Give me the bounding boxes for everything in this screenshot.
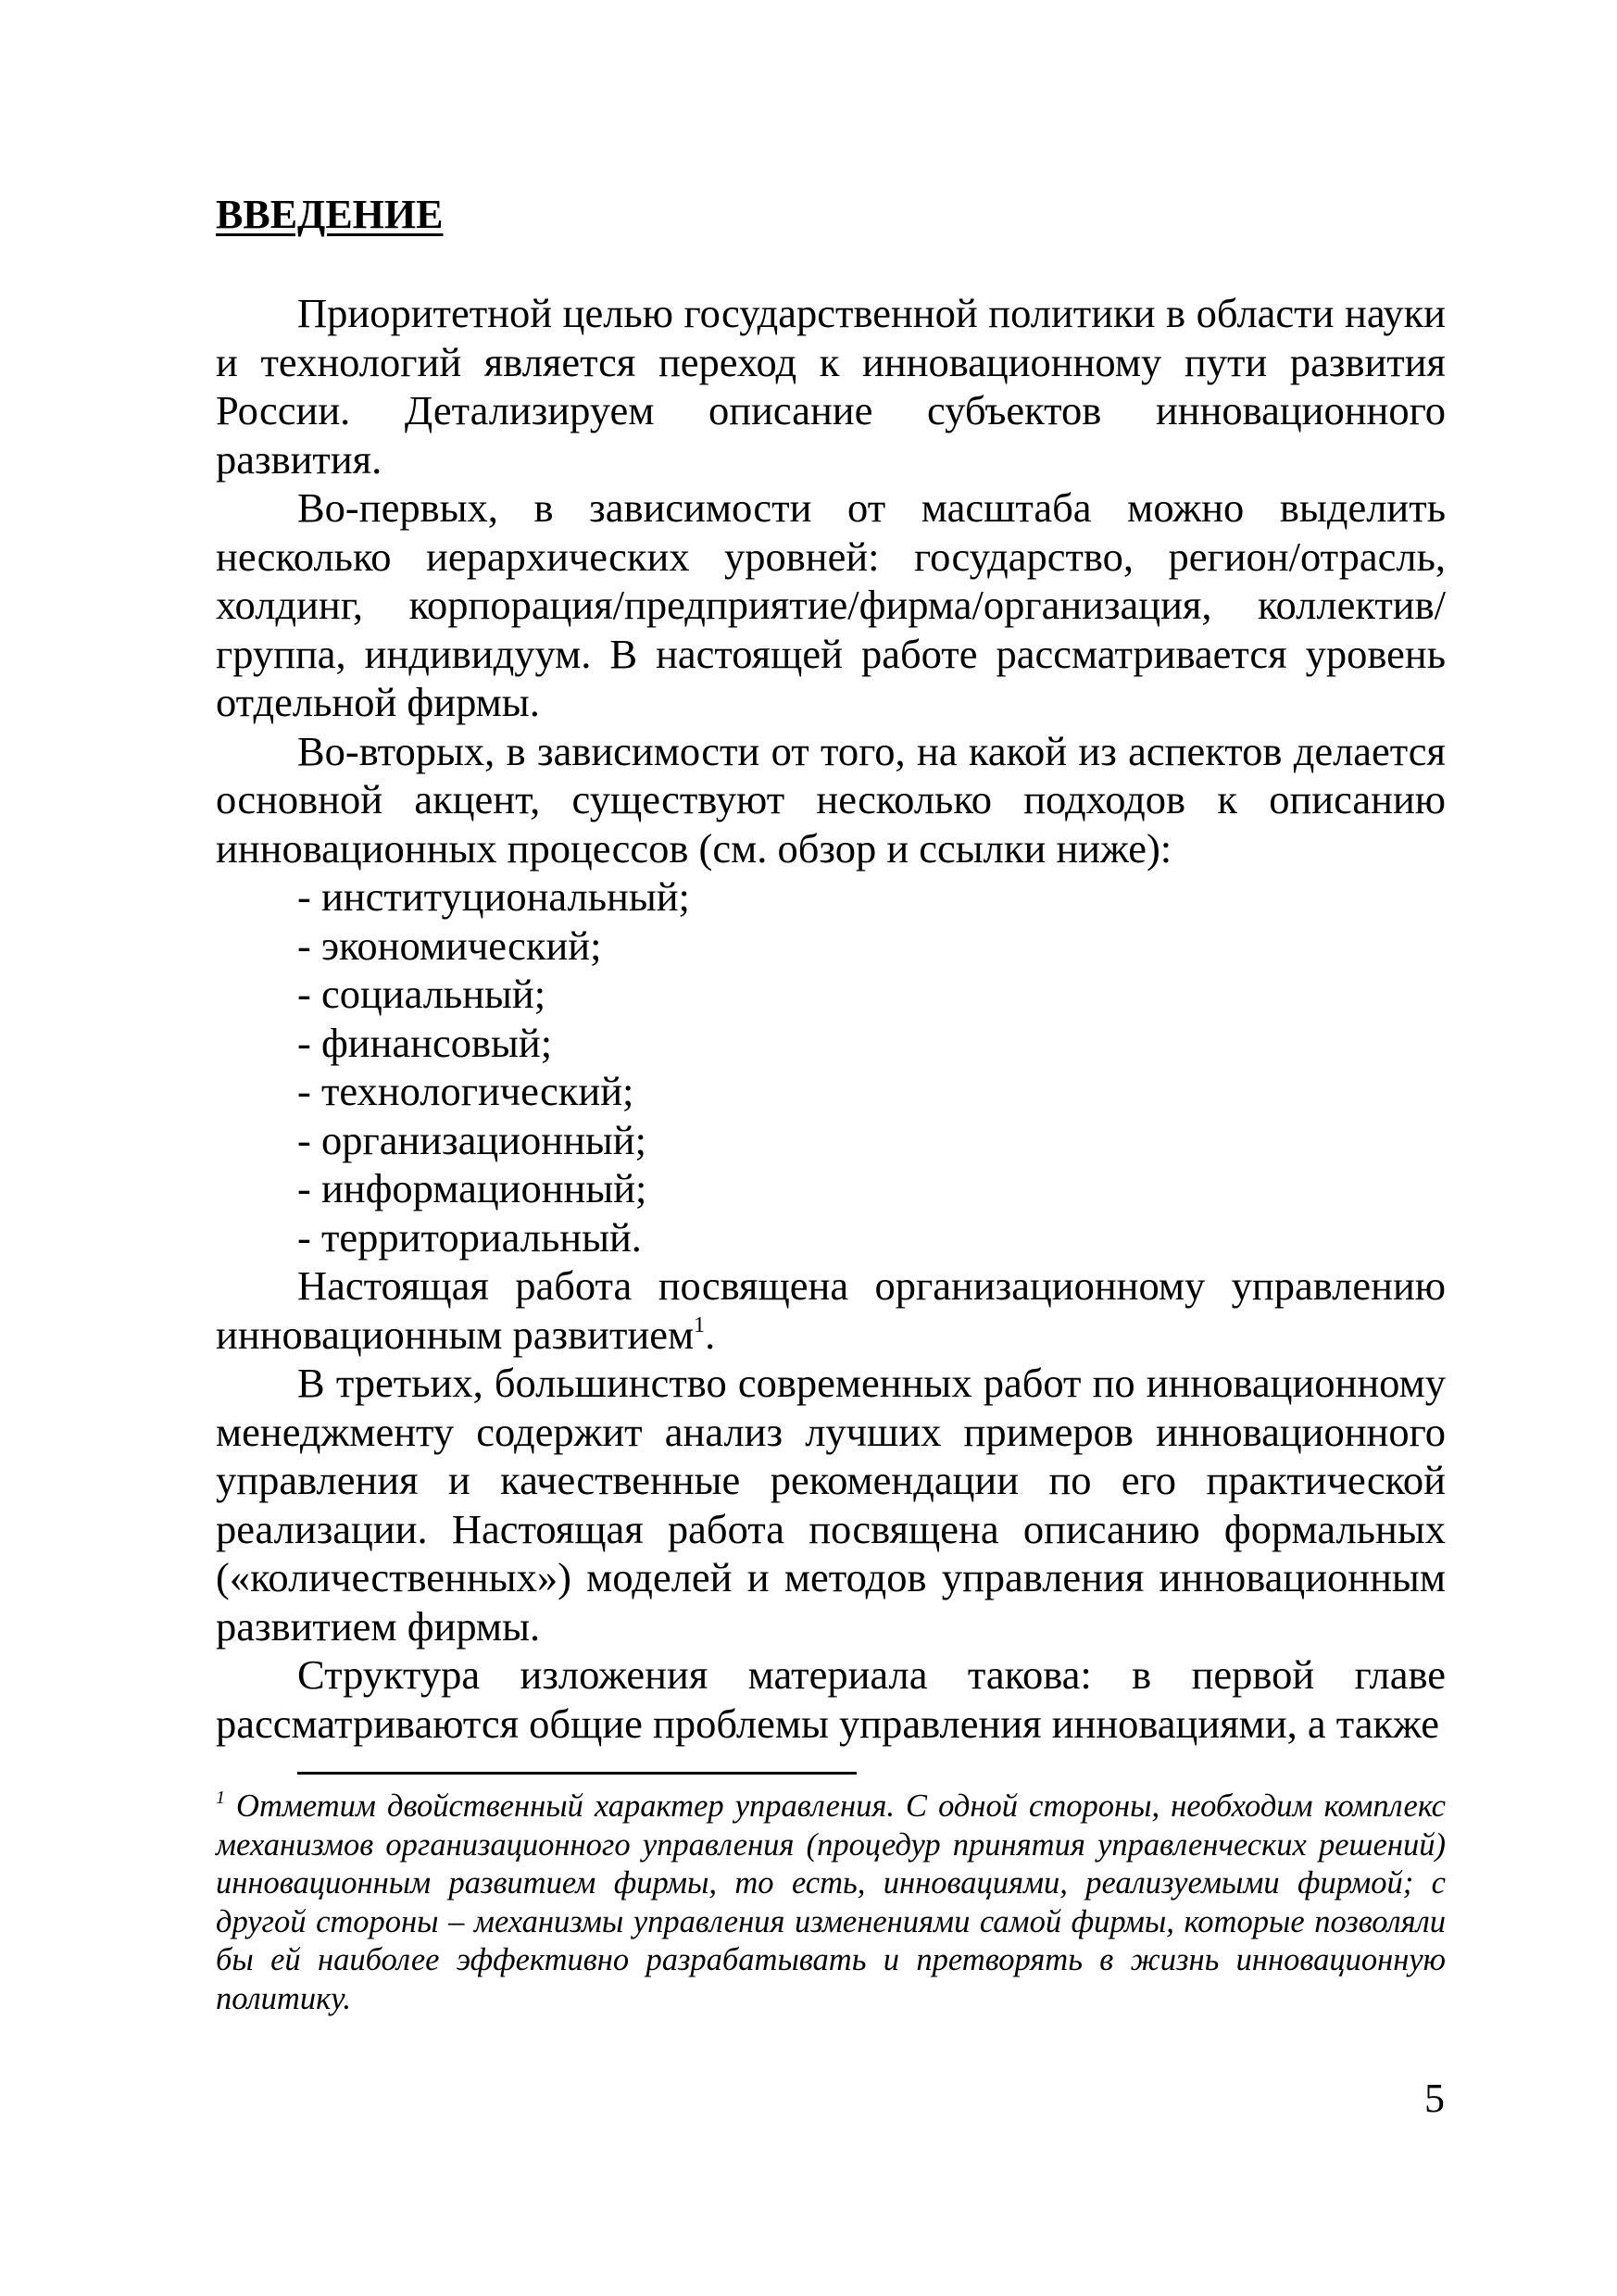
footnote: [216, 1788, 1446, 2018]
footnote-mark: 1: [216, 1788, 225, 1808]
list-item: - институциональный;: [297, 873, 690, 920]
list-item: - организационный;: [297, 1116, 646, 1163]
list-item: - финансовый;: [297, 1019, 553, 1066]
page-number: 5: [1424, 2076, 1445, 2121]
paragraph-goal: Приоритетной целью государственной политики в области науки и технологий является переход к инновационному пути развития России. Детализируем описание субъектов инновационного развития.: [216, 290, 1446, 483]
list-item: - информационный;: [297, 1165, 647, 1211]
paragraph-focus: [216, 1261, 1446, 1359]
footnote-divider: [297, 1772, 857, 1775]
paragraph-focus-end: .: [705, 1311, 716, 1358]
paragraph-thirdly: В третьих, большинство современных работ по инновационному менеджменту содержит анализ лучших примеров инновационного управления и качественные рекомендации по его практической реализации. Настоящая работа посвящена описанию формальных («количественных») моделей и методов управления инновационным развитием фирмы.: [216, 1360, 1446, 1650]
paragraph-structure: Структура изложения материала такова: в первой главе рассматриваются общие проблемы управления инновациями, а также: [216, 1651, 1446, 1747]
list-item: - социальный;: [297, 971, 546, 1017]
list-item: - технологический;: [297, 1068, 634, 1114]
body-text: [216, 289, 1446, 1748]
list-item: - экономический;: [297, 922, 602, 969]
section-heading: ВВЕДЕНИЕ: [216, 192, 444, 237]
footnote-reference[interactable]: 1: [694, 1312, 706, 1337]
list-item: - территориальный.: [297, 1213, 642, 1261]
paragraph-focus-text: Настоящая работа посвящена организационному управлению инновационным развитием: [216, 1262, 1446, 1358]
footnote-text: Отметим двойственный характер управления. С одной стороны, необходим комплекс механизмов организационного управления (процедур принятия управленческих решений) инновационным развитием фирмы, то есть, инновациями, реализуемыми фирмой; с другой стороны – механизмы управления изменениями самой фирмы, которые позволяли бы ей наиболее эффективно разрабатывать и претворять в жизнь инновационную политику.: [216, 1788, 1446, 2016]
approaches-list: [216, 872, 1446, 1261]
paragraph-levels: Во-первых, в зависимости от масштаба можно выделить несколько иерархических уровней: государство, регион/отрасль, холдинг, корпорация/предприятие/фирма/организация, коллектив/группа, индивидуум. В настоящей работе рассматривается уровень отдельной фирмы.: [216, 484, 1446, 725]
paragraph-approaches: Во-вторых, в зависимости от того, на какой из аспектов делается основной акцент, существуют несколько подходов к описанию инновационных процессов (см. обзор и ссылки ниже):: [216, 727, 1446, 872]
